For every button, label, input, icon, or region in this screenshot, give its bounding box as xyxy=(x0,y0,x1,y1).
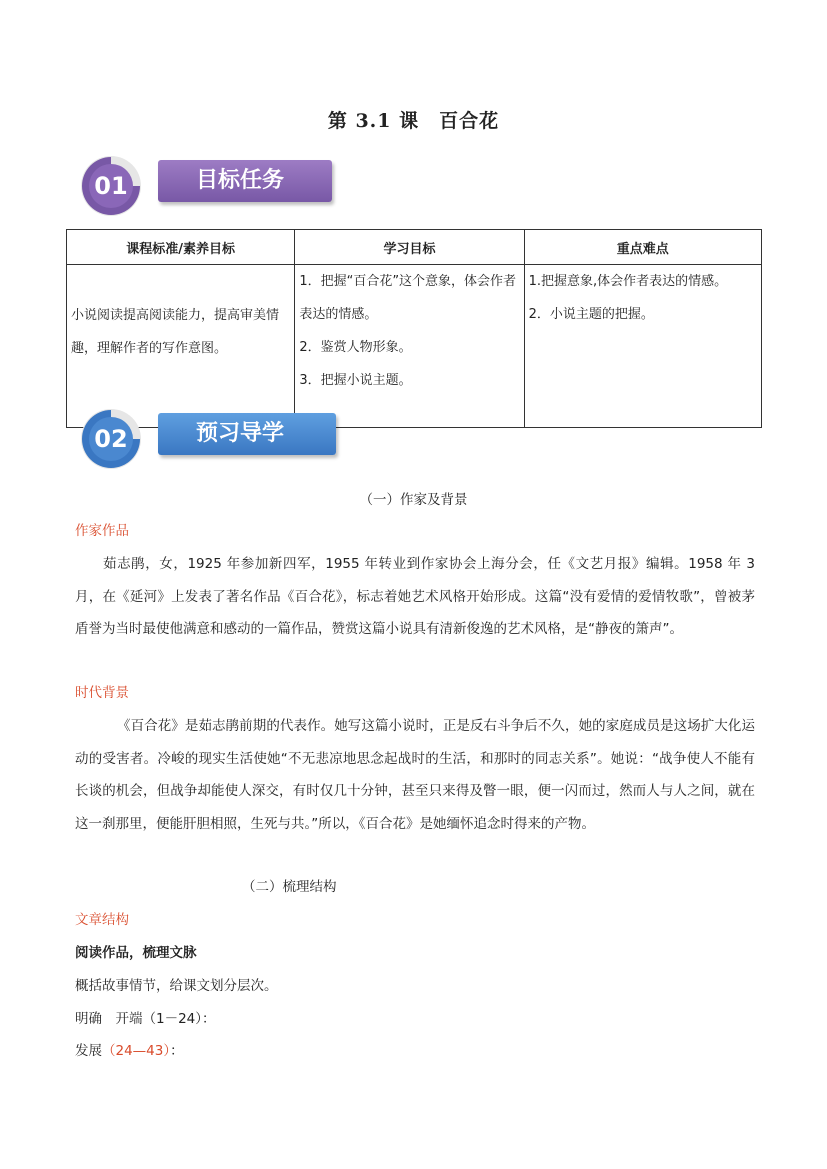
structure-line: 明确 开端（1－24）： xyxy=(75,1011,216,1027)
goals-table xyxy=(66,229,762,428)
era-label: 时代背景 xyxy=(75,685,129,701)
banner-number: 02 xyxy=(94,425,128,453)
banner-label: 预习导学 xyxy=(158,413,336,455)
structure-line-prefix: 发展 xyxy=(75,1043,102,1059)
table-cell-goal: 3．把握小说主题。 xyxy=(299,373,412,388)
structure-line xyxy=(75,1035,184,1068)
structure-line-range: （24—43） xyxy=(102,1043,171,1059)
table-header: 学习目标 xyxy=(295,230,524,265)
author-paragraph: 茹志鹃，女，1925 年参加新四军，1955 年转业到作家协会上海分会，任《文艺月报》编辑。1958 年 3 月，在《延河》上发表了著名作品《百合花》，标志着她艺术风格开始形成。这篇“没有爱情的爱情牧歌”，曾被茅盾誉为当时最使他满意和感动的一篇作品，赞赏这篇小说具有清新俊逸的艺术风格，是“静夜的箫声”。 xyxy=(75,556,755,637)
table-cell-standard: 小说阅读提高阅读能力，提高审美情趣，理解作者的写作意图。 xyxy=(71,308,280,356)
section-heading: （二）梳理结构 xyxy=(242,879,337,895)
table-header: 重点难点 xyxy=(524,230,761,265)
instruction: 概括故事情节，给课文划分层次。 xyxy=(75,978,278,994)
table-cell-key: 1.把握意象,体会作者表达的情感。 xyxy=(528,274,728,289)
table-cell-goal: 1．把握“百合花”这个意象，体会作者表达的情感。 xyxy=(299,274,517,322)
era-paragraph: 《百合花》是茹志鹃前期的代表作。她写这篇小说时，正是反右斗争后不久，她的家庭成员是这场扩大化运动的受害者。冷峻的现实生活使她“不无悲凉地思念起战时的生活，和那时的同志关系”。她说：“战争使人不能有长谈的机会，但战争却能使人深交，有时仅几十分钟，甚至只来得及瞥一眼，便一闪而过，然而人与人之间，就在这一刹那里，便能肝胆相照，生死与共。”所以，《百合花》是她缅怀追念时得来的产物。 xyxy=(75,718,755,832)
table-header: 课程标准/素养目标 xyxy=(67,230,295,265)
structure-subheading: 阅读作品，梳理文脉 xyxy=(75,945,197,961)
banner-label: 目标任务 xyxy=(158,160,332,202)
author-label: 作家作品 xyxy=(75,523,129,539)
banner-number: 01 xyxy=(94,172,128,200)
structure-line-suffix: ： xyxy=(170,1043,184,1059)
banner-preview xyxy=(80,408,350,470)
structure-label: 文章结构 xyxy=(75,912,129,928)
banner-goals xyxy=(80,155,350,217)
table-cell-key: 2．小说主题的把握。 xyxy=(528,307,654,322)
page-title: 第 3.1 课 百合花 xyxy=(327,110,500,132)
table-cell-goal: 2．鉴赏人物形象。 xyxy=(299,340,412,355)
section-heading: （一）作家及背景 xyxy=(359,492,468,508)
